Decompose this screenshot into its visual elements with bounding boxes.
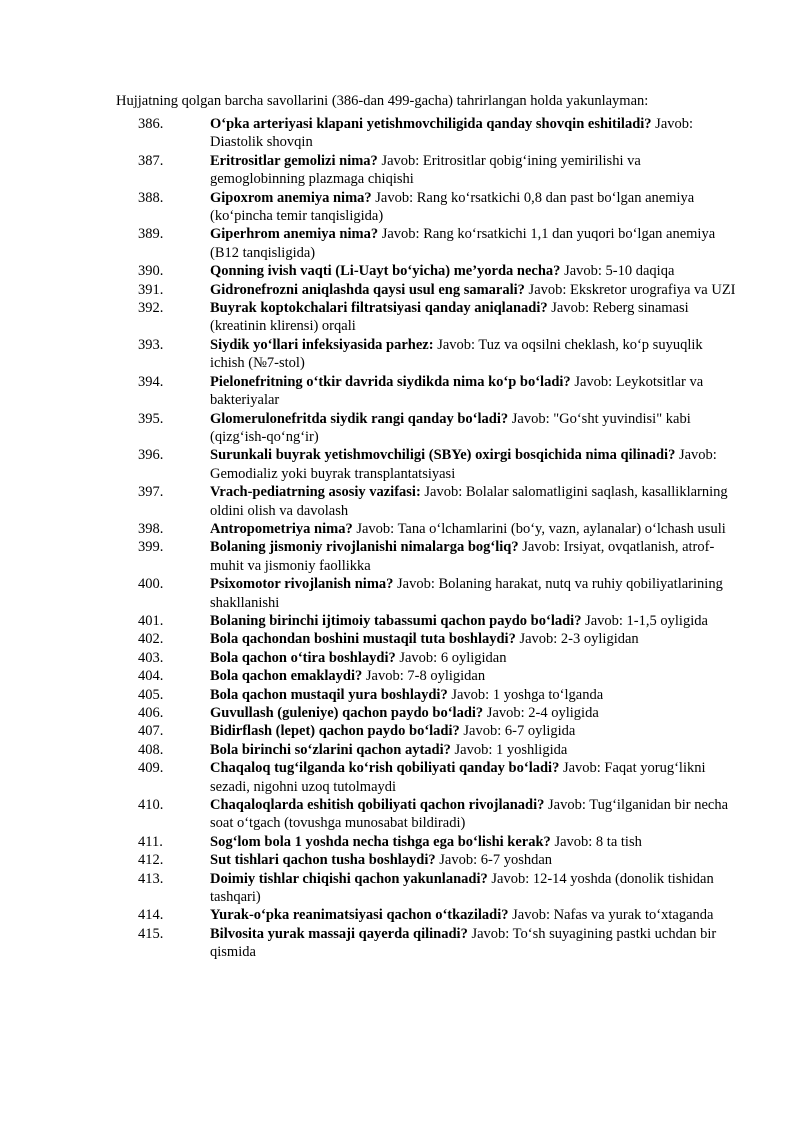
question-number: 404.: [138, 668, 164, 685]
question-text: Buyrak koptokchalari filtratsiyasi qanday aniqlanadi?: [210, 300, 548, 317]
answer-text: Javob: 6 oyligidan: [399, 649, 507, 666]
question-number: 387.: [138, 152, 164, 169]
question-text: Yurak-o‘pka reanimatsiyasi qachon o‘tkaziladi?: [210, 907, 509, 924]
question-number: 402.: [138, 631, 164, 648]
qa-item: [138, 925, 738, 962]
answer-text: Javob: Ekskretor urografiya va UZI: [528, 281, 736, 298]
question-number: 392.: [138, 300, 164, 317]
question-number: 403.: [138, 649, 164, 666]
qa-item: [138, 704, 738, 722]
question-text: Gidronefrozni aniqlashda qaysi usul eng samarali?: [210, 281, 525, 298]
qa-list: [138, 115, 738, 962]
question-text: Siydik yo‘llari infeksiyasida parhez:: [210, 336, 434, 353]
qa-item: [138, 575, 738, 612]
qa-item: [138, 612, 738, 630]
answer-text: Javob: 5-10 daqiqa: [564, 263, 675, 280]
answer-text: Javob: Nafas va yurak to‘xtaganda: [512, 907, 714, 924]
question-number: 410.: [138, 797, 164, 814]
answer-text: Javob: 1 yoshga to‘lganda: [451, 686, 604, 703]
question-text: Doimiy tishlar chiqishi qachon yakunlanadi?: [210, 870, 488, 887]
answer-text: Javob: Rang ko‘rsatkichi 1,1 dan yuqori bo‘lgan anemiya (B12 tanqisligida): [210, 226, 716, 261]
question-number: 409.: [138, 760, 164, 777]
answer-text: Javob: 7-8 oyligidan: [365, 668, 486, 685]
qa-item: [138, 373, 738, 410]
question-number: 393.: [138, 336, 164, 353]
qa-item: [138, 759, 738, 796]
question-number: 398.: [138, 520, 164, 537]
question-number: 413.: [138, 870, 164, 887]
qa-item: [138, 906, 738, 924]
qa-item: [138, 189, 738, 226]
question-number: 400.: [138, 576, 164, 593]
question-number: 406.: [138, 705, 164, 721]
question-text: Qonning ivish vaqti (Li-Uayt bo‘yicha) me’yorda necha?: [210, 263, 561, 280]
qa-item: [138, 336, 738, 373]
qa-item: [138, 225, 738, 262]
question-text: Bola qachon emaklaydi?: [210, 668, 363, 685]
question-number: 388.: [138, 189, 164, 206]
question-number: 407.: [138, 723, 164, 740]
answer-text: Javob: 6-7 oyligida: [463, 723, 576, 740]
qa-item: [138, 281, 738, 299]
question-number: 396.: [138, 447, 164, 464]
qa-item: [138, 299, 738, 336]
answer-text: Javob: Reberg sinamasi (kreatinin klirensi) orqali: [210, 300, 689, 335]
qa-item: [138, 833, 738, 851]
answer-text: Javob: Faqat yorug‘likni sezadi, nigohni uzoq tutolmaydi: [210, 760, 706, 795]
question-text: Gipoxrom anemiya nima?: [210, 189, 372, 206]
qa-item: [138, 446, 738, 483]
qa-item: [138, 538, 738, 575]
answer-text: Javob: 1-1,5 oyligida: [585, 612, 708, 629]
question-text: Bidirflash (lepet) qachon paydo bo‘ladi?: [210, 723, 460, 740]
answer-text: Javob: Tug‘ilganidan bir necha soat o‘tgach (tovushga munosabat bildiradi): [210, 797, 729, 832]
question-text: Guvullash (guleniye) qachon paydo bo‘ladi?: [210, 705, 484, 721]
answer-text: Javob: Bolalar salomatligini saqlash, kasalliklarning oldini olish va davolash: [210, 484, 728, 519]
qa-item: [138, 667, 738, 685]
question-text: Eritrositlar gemolizi nima?: [210, 152, 378, 169]
question-text: Pielonefritning o‘tkir davrida siydikda nima ko‘p bo‘ladi?: [210, 373, 571, 390]
question-number: 412.: [138, 852, 164, 869]
qa-item: [138, 115, 738, 152]
question-number: 394.: [138, 373, 164, 390]
question-number: 414.: [138, 907, 164, 924]
answer-text: Javob: "Go‘sht yuvindisi" kabi (qizg‘ish-qo‘ng‘ir): [210, 410, 691, 445]
question-number: 390.: [138, 263, 164, 280]
question-text: O‘pka arteriyasi klapani yetishmovchiligida qanday shovqin eshitiladi?: [210, 116, 652, 132]
question-text: Bola birinchi so‘zlarini qachon aytadi?: [210, 741, 451, 758]
question-text: Vrach-pediatrning asosiy vazifasi:: [210, 484, 421, 501]
qa-item: [138, 870, 738, 907]
question-text: Bolaning birinchi ijtimoiy tabassumi qachon paydo bo‘ladi?: [210, 612, 582, 629]
qa-item: [138, 741, 738, 759]
answer-text: Javob: Eritrositlar qobig‘ining yemirilishi va gemoglobinning plazmaga chiqishi: [210, 152, 641, 188]
qa-item: [138, 630, 738, 648]
answer-text: Javob: Diastolik shovqin: [210, 116, 694, 151]
answer-text: Javob: 2-4 oyligida: [486, 705, 599, 721]
question-number: 389.: [138, 226, 164, 243]
question-number: 405.: [138, 686, 164, 703]
question-text: Chaqaloqlarda eshitish qobiliyati qachon rivojlanadi?: [210, 797, 545, 814]
question-text: Sut tishlari qachon tusha boshlaydi?: [210, 852, 436, 869]
answer-text: Javob: Irsiyat, ovqatlanish, atrof-muhit va jismoniy faollikka: [210, 539, 715, 574]
qa-item: [138, 410, 738, 447]
question-text: Bola qachon o‘tira boshlaydi?: [210, 649, 396, 666]
qa-item: [138, 262, 738, 280]
question-number: 408.: [138, 741, 164, 758]
question-text: Bolaning jismoniy rivojlanishi nimalarga bog‘liq?: [210, 539, 519, 556]
qa-item: [138, 152, 738, 189]
question-text: Chaqaloq tug‘ilganda ko‘rish qobiliyati qanday bo‘ladi?: [210, 760, 560, 777]
answer-text: Javob: Tana o‘lchamlarini (bo‘y, vazn, aylanalar) o‘lchash usuli: [356, 520, 726, 537]
question-text: Glomerulonefritda siydik rangi qanday bo‘ladi?: [210, 410, 509, 427]
answer-text: Javob: 1 yoshligida: [454, 741, 568, 758]
answer-text: Javob: To‘sh suyagining pastki uchdan bir qismida: [210, 925, 717, 961]
question-number: 395.: [138, 410, 164, 427]
question-number: 415.: [138, 925, 164, 942]
answer-text: Javob: Bolaning harakat, nutq va ruhiy qobiliyatlarining shakllanishi: [210, 576, 723, 611]
question-text: Surunkali buyrak yetishmovchiligi (SBYe) oxirgi bosqichida nima qilinadi?: [210, 447, 676, 464]
qa-item: [138, 686, 738, 704]
qa-item: [138, 796, 738, 833]
answer-text: Javob: Tuz va oqsilni cheklash, ko‘p suyuqlik ichish (№7-stol): [210, 336, 703, 372]
answer-text: Javob: 6-7 yoshdan: [439, 852, 553, 869]
qa-item: [138, 483, 738, 520]
qa-item: [138, 722, 738, 740]
question-text: Bola qachondan boshini mustaqil tuta boshlaydi?: [210, 631, 516, 648]
question-number: 391.: [138, 281, 164, 298]
question-number: 401.: [138, 612, 164, 629]
intro-text: Hujjatning qolgan barcha savollarini (386-dan 499-gacha) tahrirlangan holda yakunlayman:: [116, 92, 649, 109]
answer-text: Javob: Rang ko‘rsatkichi 0,8 dan past bo‘lgan anemiya (ko‘pincha temir tanqisligida): [210, 189, 695, 225]
question-text: Giperhrom anemiya nima?: [210, 226, 379, 243]
answer-text: Javob: 2-3 oyligidan: [519, 631, 639, 648]
question-text: Sog‘lom bola 1 yoshda necha tishga ega bo‘lishi kerak?: [210, 833, 551, 850]
question-text: Psixomotor rivojlanish nima?: [210, 576, 394, 593]
qa-item: [138, 520, 738, 538]
question-number: 386.: [138, 116, 164, 132]
question-text: Bola qachon mustaqil yura boshlaydi?: [210, 686, 448, 703]
answer-text: Javob: 8 ta tish: [554, 833, 642, 850]
answer-text: Javob: 12-14 yoshda (donolik tishidan tashqari): [210, 870, 714, 906]
question-text: Bilvosita yurak massaji qayerda qilinadi?: [210, 925, 468, 942]
question-number: 411.: [138, 833, 163, 850]
qa-item: [138, 851, 738, 869]
question-number: 399.: [138, 539, 164, 556]
question-text: Antropometriya nima?: [210, 520, 353, 537]
question-number: 397.: [138, 484, 164, 501]
qa-item: [138, 649, 738, 667]
answer-text: Javob: Gemodializ yoki buyrak transplantatsiyasi: [210, 447, 717, 482]
answer-text: Javob: Leykotsitlar va bakteriyalar: [210, 373, 704, 409]
